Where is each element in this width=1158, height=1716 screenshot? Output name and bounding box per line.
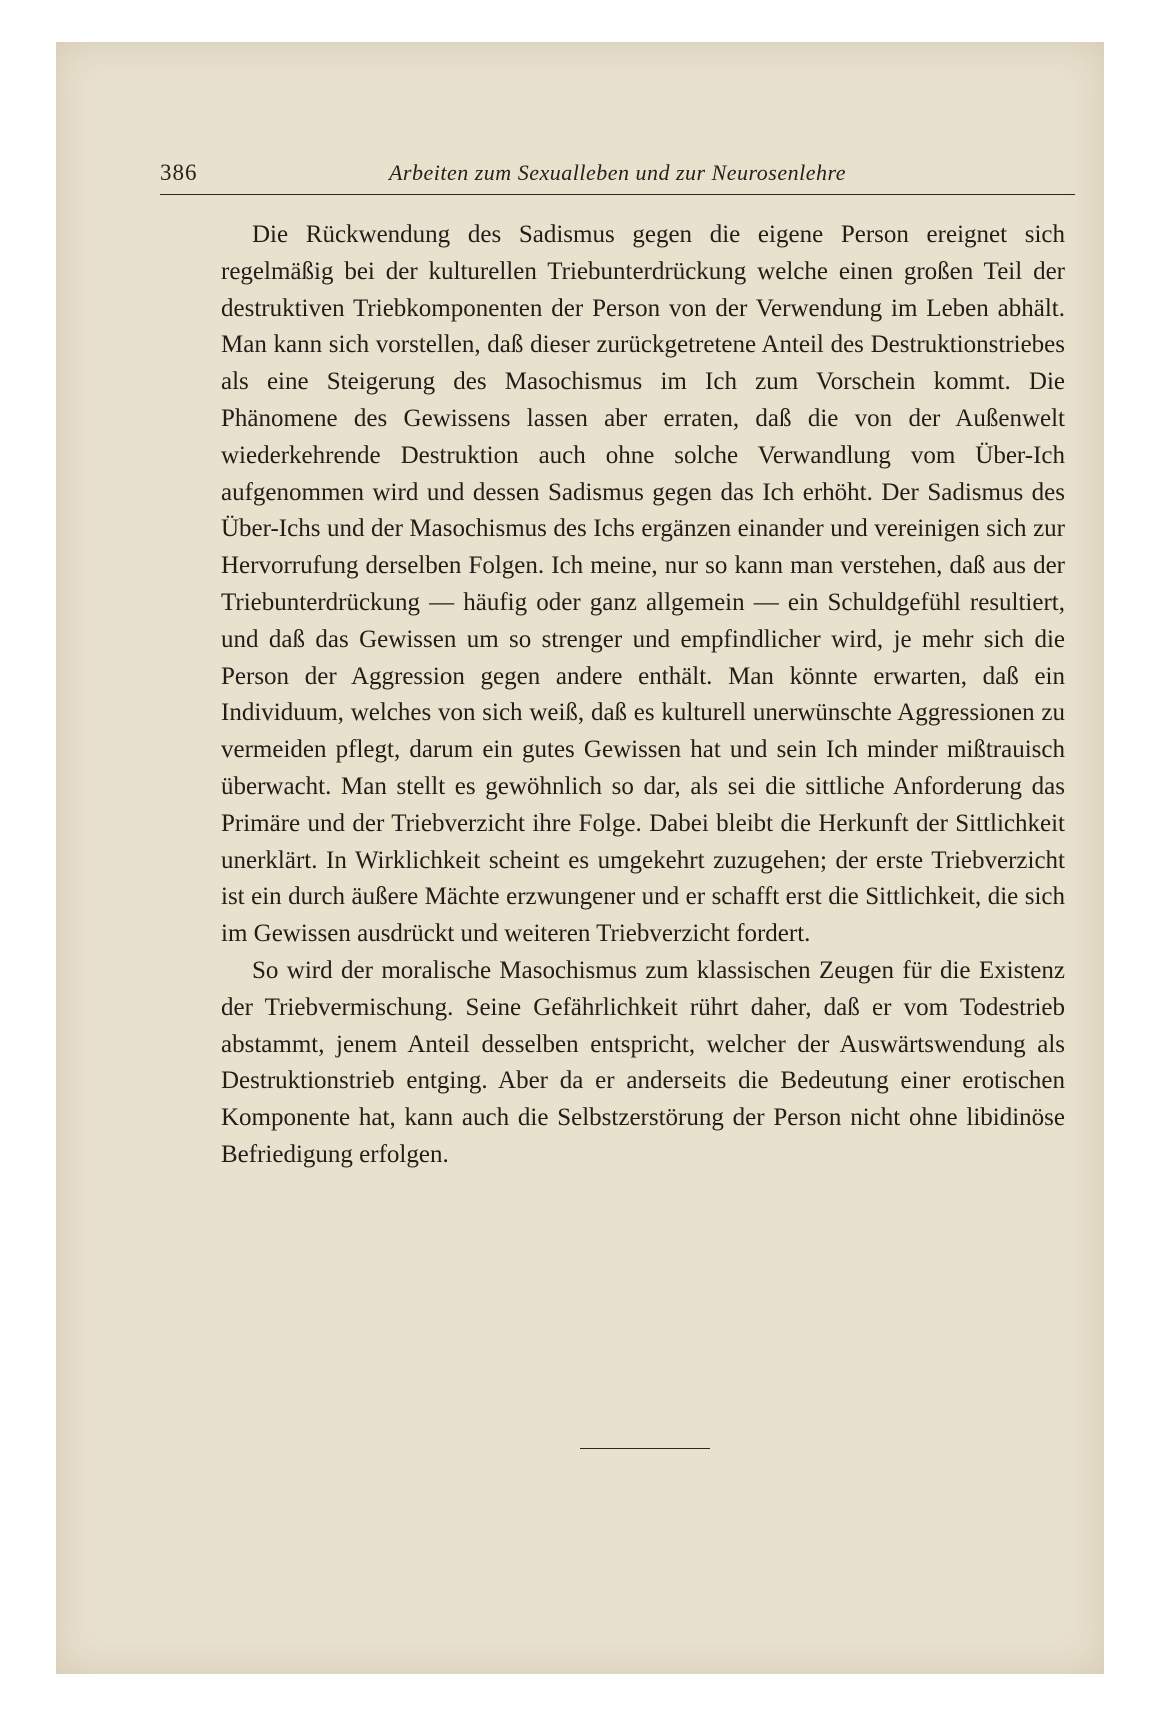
body-text — [221, 217, 1065, 1174]
page-number: 386 — [160, 160, 198, 185]
paragraph-2: So wird der moralische Masochismus zum klassischen Zeugen für die Existenz der Triebvermischung. Seine Gefährlichkeit rührt daher, daß er vom Todestrieb abstammt, jenem Anteil desselben entspricht, welcher der Auswärtswendung als Destruktionstrieb entging. Aber da er anderseits die Bedeutung einer erotischen Komponente hat, kann auch die Selbstzerstörung der Person nicht ohne libidinöse Befriedigung erfolgen. — [221, 956, 1065, 1168]
running-head — [160, 160, 1075, 195]
paragraph-1: Die Rückwendung des Sadismus gegen die eigene Person ereignet sich regelmäßig bei der kulturellen Triebunterdrückung welche einen großen Teil der destruktiven Triebkomponenten der Person von der Verwendung im Leben abhält. Man kann sich vorstellen, daß dieser zurückgetretene Anteil des Destruktionstriebes als eine Steigerung des Masochismus im Ich zum Vorschein kommt. Die Phänomene des Gewissens lassen aber erraten, daß die von der Außenwelt wiederkehrende Destruktion auch ohne solche Verwandlung vom Über-Ich aufgenommen wird und dessen Sadismus gegen das Ich erhöht. Der Sadismus des Über-Ichs und der Masochismus des Ichs ergänzen einander und vereinigen sich zur Hervorrufung derselben Folgen. Ich meine, nur so kann man verstehen, daß aus der Triebunterdrückung — häufig oder ganz allgemein — ein Schuldgefühl resultiert, und daß das Gewissen um so strenger und empfindlicher wird, je mehr sich die Person der Aggression gegen andere enthält. Man könnte erwarten, daß ein Individuum, welches von sich weiß, daß es kulturell unerwünschte Aggressionen zu vermeiden pflegt, darum ein gutes Gewissen hat und sein Ich minder mißtrauisch überwacht. Man stellt es gewöhnlich so dar, als sei die sittliche Anforderung das Primäre und der Triebverzicht ihre Folge. Dabei bleibt die Herkunft der Sittlichkeit unerklärt. In Wirklichkeit scheint es umgekehrt zuzugehen; der erste Triebverzicht ist ein durch äußere Mächte erzwungener und er schafft erst die Sittlichkeit, die sich im Gewissen ausdrückt und weiteren Triebverzicht fordert. — [221, 221, 1065, 948]
running-title: Arbeiten zum Sexualleben und zur Neurosenlehre — [388, 160, 846, 185]
end-rule — [580, 1448, 710, 1449]
